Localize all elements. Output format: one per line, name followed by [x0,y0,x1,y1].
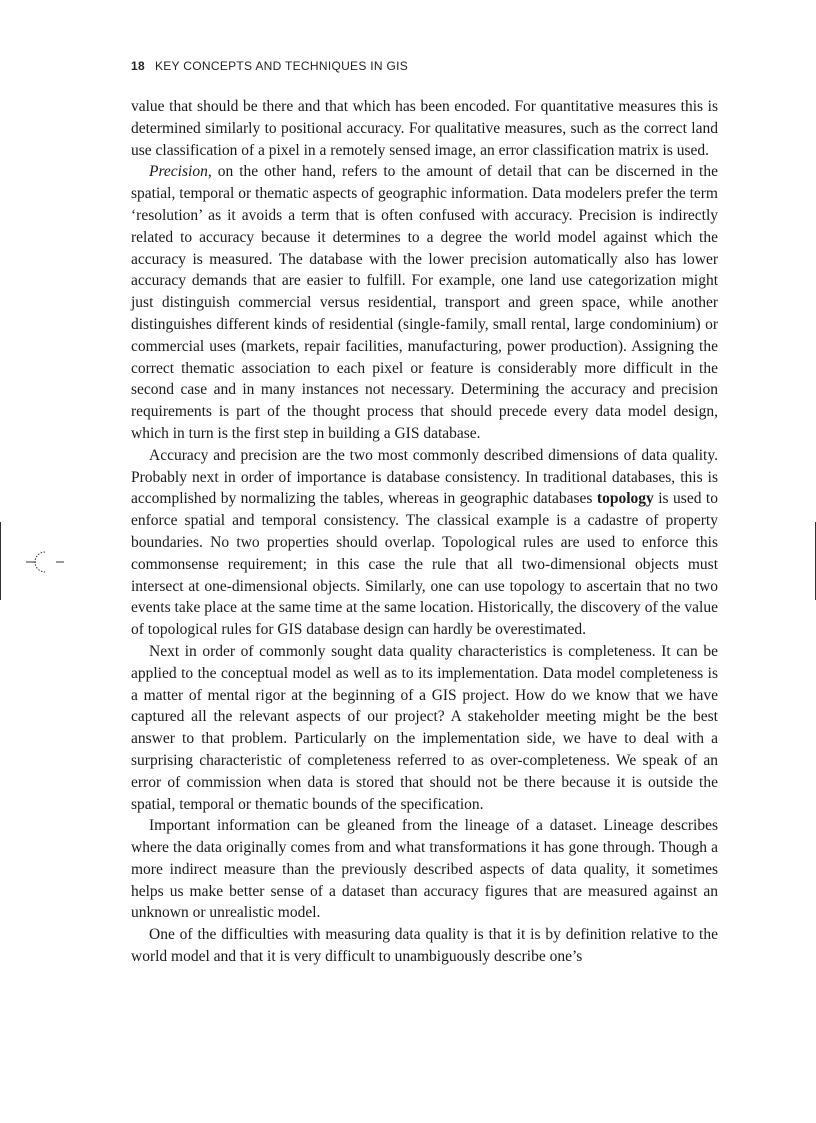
page-number: 18 [131,59,145,73]
paragraph-1 [131,96,718,161]
paragraph-2-text: , on the other hand, refers to the amount of detail that can be discerned in the spatial, temporal or thematic aspects of geographic information. Data modelers prefer the term ‘resolution’ as it avoids a term that is often confused with accuracy. Precision is indirectly related to accuracy because it determines to a degree the world model against which the accuracy is measured. The database with the lower precision automatically also has lower accuracy demands that are easier to fulfill. For example, one land use categorization might just distinguish commercial versus residential, transport and green space, while another distinguishes different kinds of residential (single-family, small rental, large condominium) or commercial uses (markets, repair facilities, manufacturing, power production). Assigning the correct thematic association to each pixel or feature is considerably more difficult in the second case and in many instances not necessary. Determining the accuracy and precision requirements is part of the thought process that should precede every data model design, which in turn is the first step in building a GIS database. [131,163,718,442]
body-text [131,96,718,968]
running-title: KEY CONCEPTS AND TECHNIQUES IN GIS [154,59,409,73]
crop-mark-left [0,522,1,600]
paragraph-4 [131,641,718,815]
paragraph-2 [131,161,718,444]
paragraph-6-text: One of the difficulties with measuring data quality is that it is by definition relative to the world model and that it is very difficult to unambiguously describe one’s [131,926,718,966]
registration-mark-icon [26,548,66,578]
paragraph-4-text: Next in order of commonly sought data quality characteristics is completeness. It can be applied to the conceptual model as well as to its implementation. Data model completeness is a matter of mental rigor at the beginning of a GIS project. How do we know that we have captured all the relevant aspects of our project? A stakeholder meeting might be the best answer to that problem. Particularly on the implementation side, we have to deal with a surprising characteristic of completeness referred to as over-completeness. We speak of an error of commission when data is stored that should not be there because it is outside the spatial, temporal or thematic bounds of the specification. [131,642,718,813]
paragraph-5-text: Important information can be gleaned from the lineage of a dataset. Lineage describes where the data originally comes from and what transformations it has gone through. Though a more indirect measure than the previously described aspects of data quality, it sometimes helps us make better sense of a dataset than accuracy figures that are measured against an unknown or unrealistic model. [131,817,718,922]
paragraph-1-text: value that should be there and that which has been encoded. For quantitative measures this is determined similarly to positional accuracy. For qualitative measures, such as the correct land use classification of a pixel in a remotely sensed image, an error classification matrix is used. [131,98,718,159]
running-header [131,59,408,73]
paragraph-3 [131,445,718,641]
topology-term: topology [596,490,654,508]
paragraph-5 [131,815,718,924]
paragraph-3-text-before: Accuracy and precision are the two most commonly described dimensions of data quality. Probably next in order of importance is database consistency. In traditional databases, this is accomplished by normalizing the tables, whereas in geographic databases [131,446,718,508]
precision-term: Precision [149,163,208,181]
paragraph-3-text-after: is used to enforce spatial and temporal consistency. The classical example is a cadastre of property boundaries. No two properties should overlap. Topological rules are used to enforce this commonsense requirement; in this case the rule that all two-dimensional objects must intersect at one-dimensional objects. Similarly, one can use topology to ascertain that no two events take place at the same time at the same location. Historically, the discovery of the value of topological rules for GIS database design can hardly be overestimated. [131,490,718,639]
paragraph-6 [131,924,718,968]
